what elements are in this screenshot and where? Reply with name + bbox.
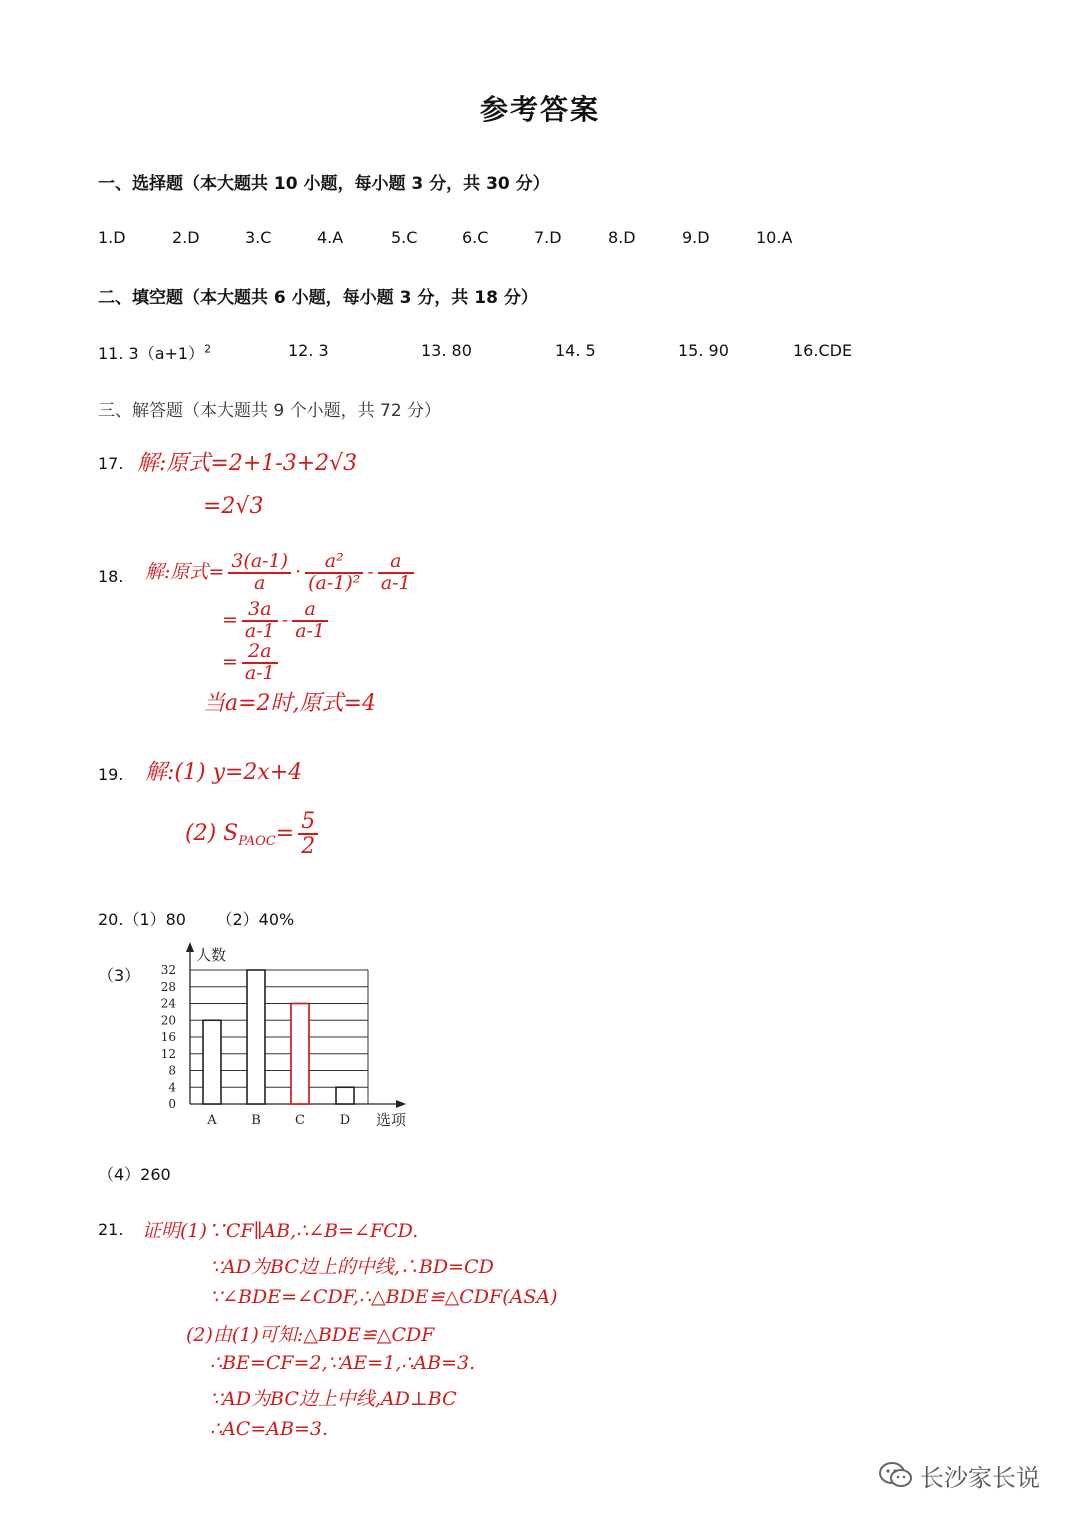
- q20-part4: （4）260: [98, 1165, 171, 1184]
- x-tick-label: A: [207, 1113, 217, 1128]
- bar: [247, 970, 265, 1104]
- choice-answer: 6.C: [462, 228, 489, 247]
- q19-line1: 解:(1) y=2x+4: [145, 760, 303, 785]
- y-tick-label: 4: [168, 1080, 176, 1095]
- section-heading-solve: 三、解答题（本大题共 9 个小题，共 72 分）: [98, 401, 442, 421]
- q18-fraction-5: [292, 600, 328, 642]
- y-axis-arrow: [186, 942, 194, 952]
- q21-line1: 证明(1)∵CF∥AB,∴∠B=∠FCD.: [142, 1220, 419, 1242]
- y-axis-label: 人数: [196, 946, 227, 964]
- q18-fraction-1-num: 3(a-1): [228, 552, 291, 574]
- choice-answer: 8.D: [608, 228, 636, 247]
- q18-line4: 当a=2时,原式=4: [203, 691, 376, 716]
- q21-line7: ∴AC=AB=3.: [210, 1418, 328, 1440]
- y-tick-label: 32: [160, 963, 176, 977]
- q20-part3-label: （3）: [98, 966, 141, 985]
- y-tick-label: 28: [160, 979, 176, 994]
- q18-dot: ·: [295, 560, 302, 583]
- x-tick-label: B: [251, 1113, 261, 1128]
- choice-answer: 7.D: [534, 228, 562, 247]
- q18-eq-2: =: [222, 650, 238, 673]
- answer-12: 12. 3: [288, 341, 329, 360]
- y-tick-label: 12: [160, 1046, 176, 1061]
- q19-fraction-den: 2: [301, 834, 316, 860]
- choice-answer: 9.D: [682, 228, 710, 247]
- q18-fraction-2-num: a²: [305, 552, 363, 574]
- q18-fraction-3: [378, 552, 414, 594]
- choice-answer: 2.D: [172, 228, 200, 247]
- q19-line2: [185, 810, 322, 858]
- q18-line1: [145, 552, 418, 594]
- q18-fraction-6-num: 2a: [242, 642, 278, 664]
- q18-number: 18.: [98, 567, 124, 586]
- answer-16: 16.CDE: [793, 341, 853, 360]
- q21-line3: ∵∠BDE=∠CDF,∴△BDE≌△CDF(ASA): [210, 1286, 558, 1308]
- section-heading-fill: 二、填空题（本大题共 6 小题，每小题 3 分，共 18 分）: [98, 288, 538, 308]
- q18-line3: [222, 642, 282, 684]
- q17-number: 17.: [98, 454, 124, 473]
- q21-line5: ∴BE=CF=2,∵AE=1,∴AB=3.: [210, 1352, 476, 1374]
- q18-fraction-4-num: 3a: [242, 600, 278, 622]
- section-heading-choice: 一、选择题（本大题共 10 小题，每小题 3 分，共 30 分）: [98, 174, 550, 194]
- y-tick-label: 20: [160, 1013, 176, 1028]
- q19-area-symbol: (2) S: [185, 821, 239, 847]
- choice-answer: 1.D: [98, 228, 126, 247]
- bar: [291, 1004, 309, 1105]
- q18-fraction-5-num: a: [292, 600, 328, 622]
- q18-line2: [222, 600, 332, 642]
- q18-fraction-6: [242, 642, 278, 684]
- q18-fraction-3-num: a: [378, 552, 414, 574]
- choice-answer: 4.A: [317, 228, 344, 247]
- q18-fraction-3-den: a-1: [380, 571, 411, 594]
- x-tick-label: D: [339, 1113, 351, 1128]
- q18-minus-1: -: [367, 560, 374, 583]
- choice-answer: 5.C: [391, 228, 418, 247]
- x-axis-label: 选项: [376, 1111, 407, 1129]
- q21-line2: ∵AD为BC边上的中线,∴BD=CD: [210, 1256, 494, 1278]
- q17-line1: 解:原式=2+1-3+2√3: [137, 451, 358, 476]
- q19-area-eq: =: [275, 821, 295, 847]
- q20-line1: 20.（1）80 （2）40%: [98, 910, 295, 929]
- q18-fraction-2-den: (a-1)²: [308, 571, 361, 594]
- bar: [203, 1020, 221, 1104]
- answer-11-text: 11. 3（a+1）: [98, 344, 205, 363]
- q19-fraction: [298, 810, 318, 858]
- q19-number: 19.: [98, 765, 124, 784]
- q18-fraction-4: [242, 600, 278, 642]
- q18-fraction-1: [228, 552, 291, 594]
- q18-start: 解:原式=: [145, 560, 225, 583]
- page-title: 参考答案: [479, 93, 600, 126]
- q21-number: 21.: [98, 1220, 124, 1239]
- wechat-icon: [878, 1460, 914, 1490]
- q18-eq-1: =: [222, 608, 238, 631]
- answer-11: [98, 341, 211, 364]
- y-tick-label: 24: [160, 996, 176, 1011]
- answer-14: 14. 5: [555, 341, 596, 360]
- answer-15: 15. 90: [678, 341, 729, 360]
- q18-fraction-1-den: a: [254, 571, 266, 594]
- watermark: [878, 1458, 1040, 1493]
- y-tick-label: 0: [168, 1097, 176, 1111]
- bar: [336, 1087, 354, 1104]
- y-tick-label: 16: [160, 1030, 176, 1044]
- q18-fraction-2: [305, 552, 363, 594]
- q19-area-subscript: PAOC: [238, 834, 276, 850]
- q20-bar-chart: [140, 938, 430, 1138]
- choice-answer: 10.A: [756, 228, 793, 247]
- q21-line4: (2)由(1)可知:△BDE≌△CDF: [186, 1324, 435, 1346]
- q18-minus-2: -: [281, 608, 289, 631]
- answer-11-exponent: 2: [204, 342, 212, 356]
- y-tick-label: 8: [168, 1063, 176, 1078]
- x-axis-arrow: [396, 1100, 406, 1108]
- x-tick-label: C: [295, 1113, 305, 1128]
- q18-fraction-5-den: a-1: [295, 619, 326, 642]
- watermark-text: 长沙家长说: [920, 1464, 1040, 1492]
- answer-13: 13. 80: [421, 341, 472, 360]
- choice-answer: 3.C: [245, 228, 272, 247]
- q19-fraction-num: 5: [298, 810, 318, 835]
- q18-fraction-4-den: a-1: [244, 619, 275, 642]
- q21-line6: ∵AD为BC边上中线,AD⊥BC: [210, 1388, 457, 1410]
- q17-line2: =2√3: [203, 494, 264, 519]
- q18-fraction-6-den: a-1: [244, 661, 275, 684]
